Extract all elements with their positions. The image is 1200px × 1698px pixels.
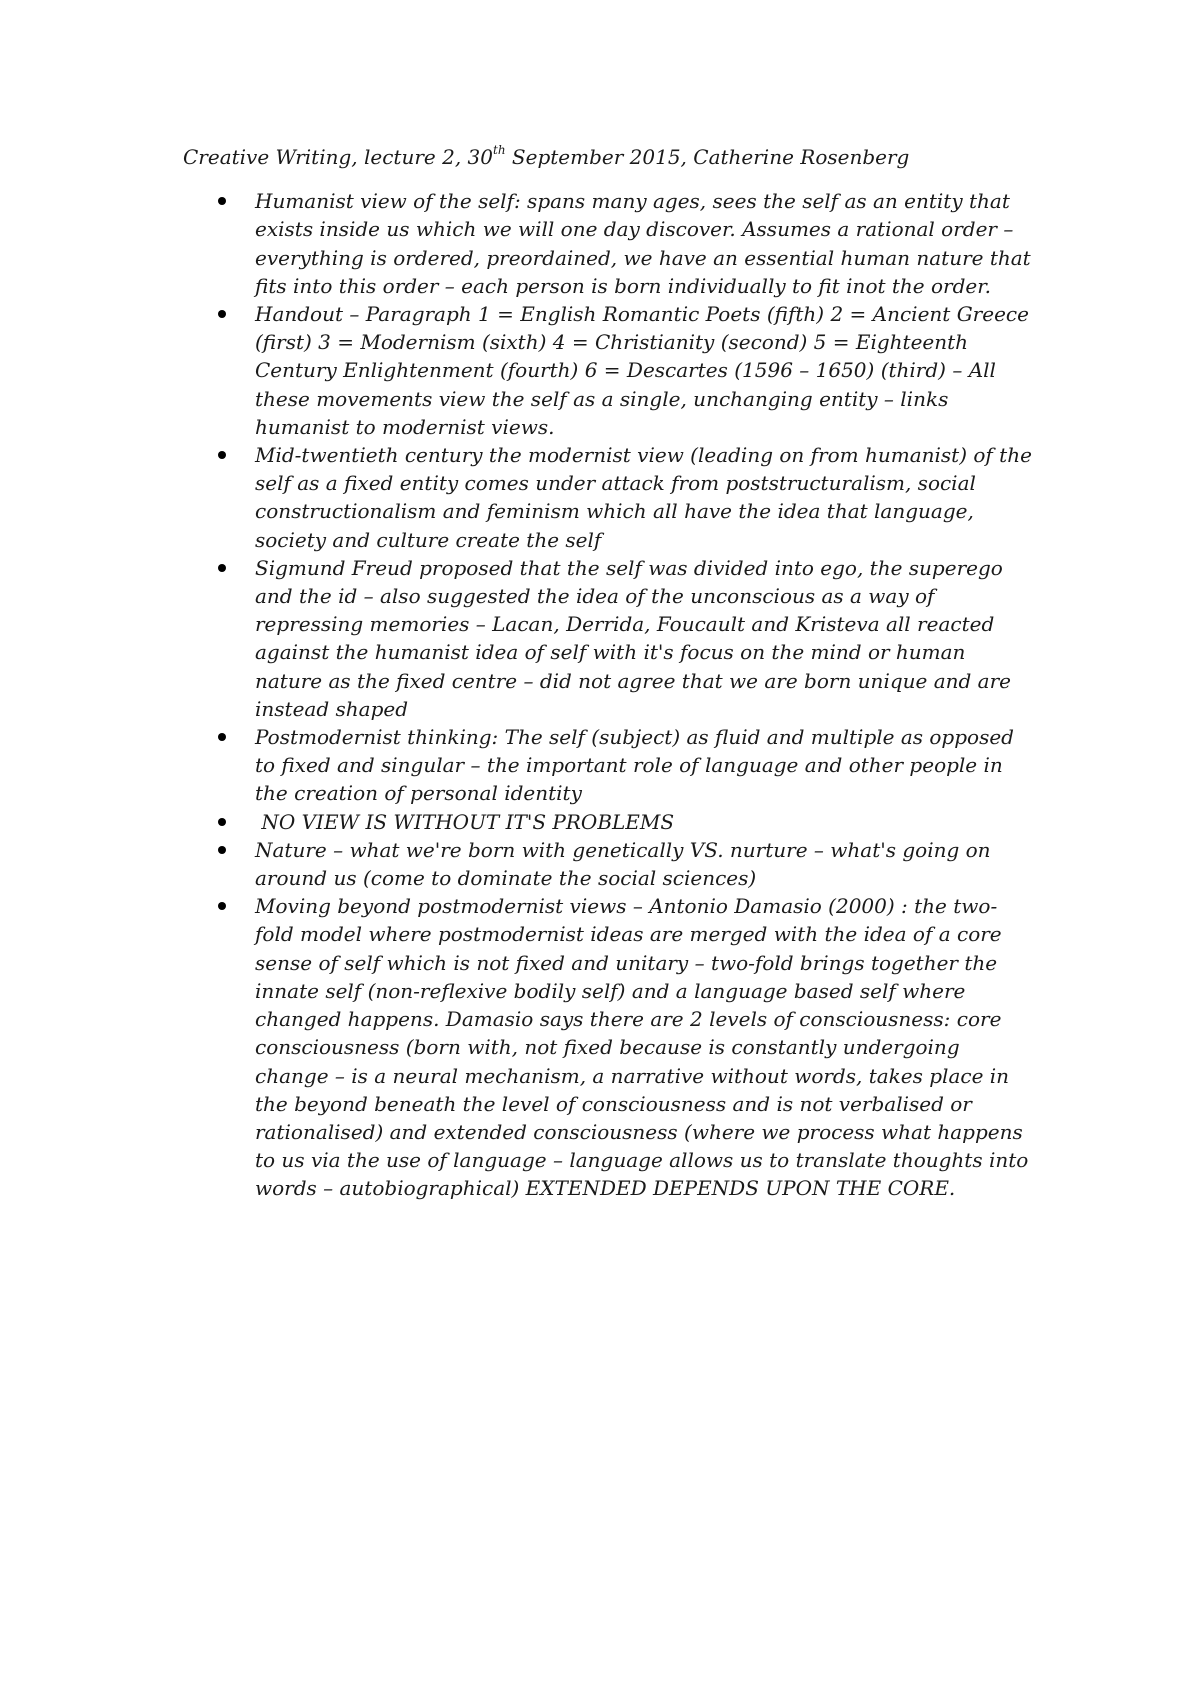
title-ordinal-suffix: th bbox=[493, 143, 506, 158]
bullet-list bbox=[183, 187, 1033, 1202]
bullet-icon bbox=[218, 846, 226, 854]
list-item-text: Sigmund Freud proposed that the self was divided into ego, the superego and the id – also suggested the idea of the unconscious as a way of repressing memories – Lacan, Derrida, Foucault and Kristeva all reacted against the humanist idea of self with it's focus on the mind or human nature as the fixed centre – did not agree that we are born unique and are instead shaped bbox=[255, 555, 1011, 721]
list-item bbox=[183, 554, 1033, 723]
list-item-text: Mid-twentieth century the modernist view (leading on from humanist) of the self as a fixed entity comes under attack from poststructuralism, social constructionalism and feminism which all have the idea that language, society and culture create the self bbox=[255, 443, 1032, 552]
list-item bbox=[183, 300, 1033, 441]
list-item bbox=[183, 808, 1033, 836]
list-item-text: Moving beyond postmodernist views – Antonio Damasio (2000) : the two-fold model where postmodernist ideas are merged with the idea of a core sense of self which is not fixed and unitary – two-fold brings together the innate self (non-reflexive bodily self) and a language based self where changed happens. Damasio says there are 2 levels of consciousness: core consciousness (born with, not fixed because is constantly undergoing change – is a neural mechanism, a narrative without words, takes place in the beyond beneath the level of consciousness and is not verbalised or rationalised) and extended consciousness (where we process what happens to us via the use of language – language allows us to translate thoughts into words – autobiographical) EXTENDED DEPENDS UPON THE CORE. bbox=[255, 894, 1029, 1201]
list-item bbox=[183, 892, 1033, 1202]
list-item-text: Handout – Paragraph 1 = English Romantic Poets (fifth) 2 = Ancient Greece (first) 3 = Modernism (sixth) 4 = Christianity (second) 5 = Eighteenth Century Enlightenment (fourth) 6 = Descartes (1596 – 1650) (third) – All these movements view the self as a single, unchanging entity – links humanist to modernist views. bbox=[255, 302, 1029, 439]
list-item bbox=[183, 441, 1033, 554]
document-title bbox=[183, 143, 1033, 171]
list-item-text: Humanist view of the self: spans many ages, sees the self as an entity that exists inside us which we will one day discover. Assumes a rational order – everything is ordered, preordained, we have an essential human nature that fits into this order – each person is born individually to fit inot the order. bbox=[255, 189, 1031, 298]
list-item bbox=[183, 187, 1033, 300]
bullet-icon bbox=[218, 451, 226, 459]
list-item bbox=[183, 723, 1033, 808]
title-text-start: Creative Writing, lecture 2, 30 bbox=[183, 145, 493, 169]
bullet-icon bbox=[218, 564, 226, 572]
title-text-end: September 2015, Catherine Rosenberg bbox=[505, 145, 910, 169]
list-item bbox=[183, 836, 1033, 892]
bullet-icon bbox=[218, 902, 226, 910]
bullet-icon bbox=[218, 733, 226, 741]
list-item-text: Nature – what we're born with genetically VS. nurture – what's going on around us (come to dominate the social sciences) bbox=[255, 837, 991, 891]
list-item-text: NO VIEW IS WITHOUT IT'S PROBLEMS bbox=[255, 809, 675, 834]
bullet-icon bbox=[218, 197, 226, 205]
bullet-icon bbox=[218, 310, 226, 318]
list-item-text: Postmodernist thinking: The self (subject) as fluid and multiple as opposed to fixed and singular – the important role of language and other people in the creation of personal identity bbox=[255, 725, 1014, 806]
bullet-icon bbox=[218, 818, 226, 826]
document-body bbox=[183, 143, 1033, 1203]
